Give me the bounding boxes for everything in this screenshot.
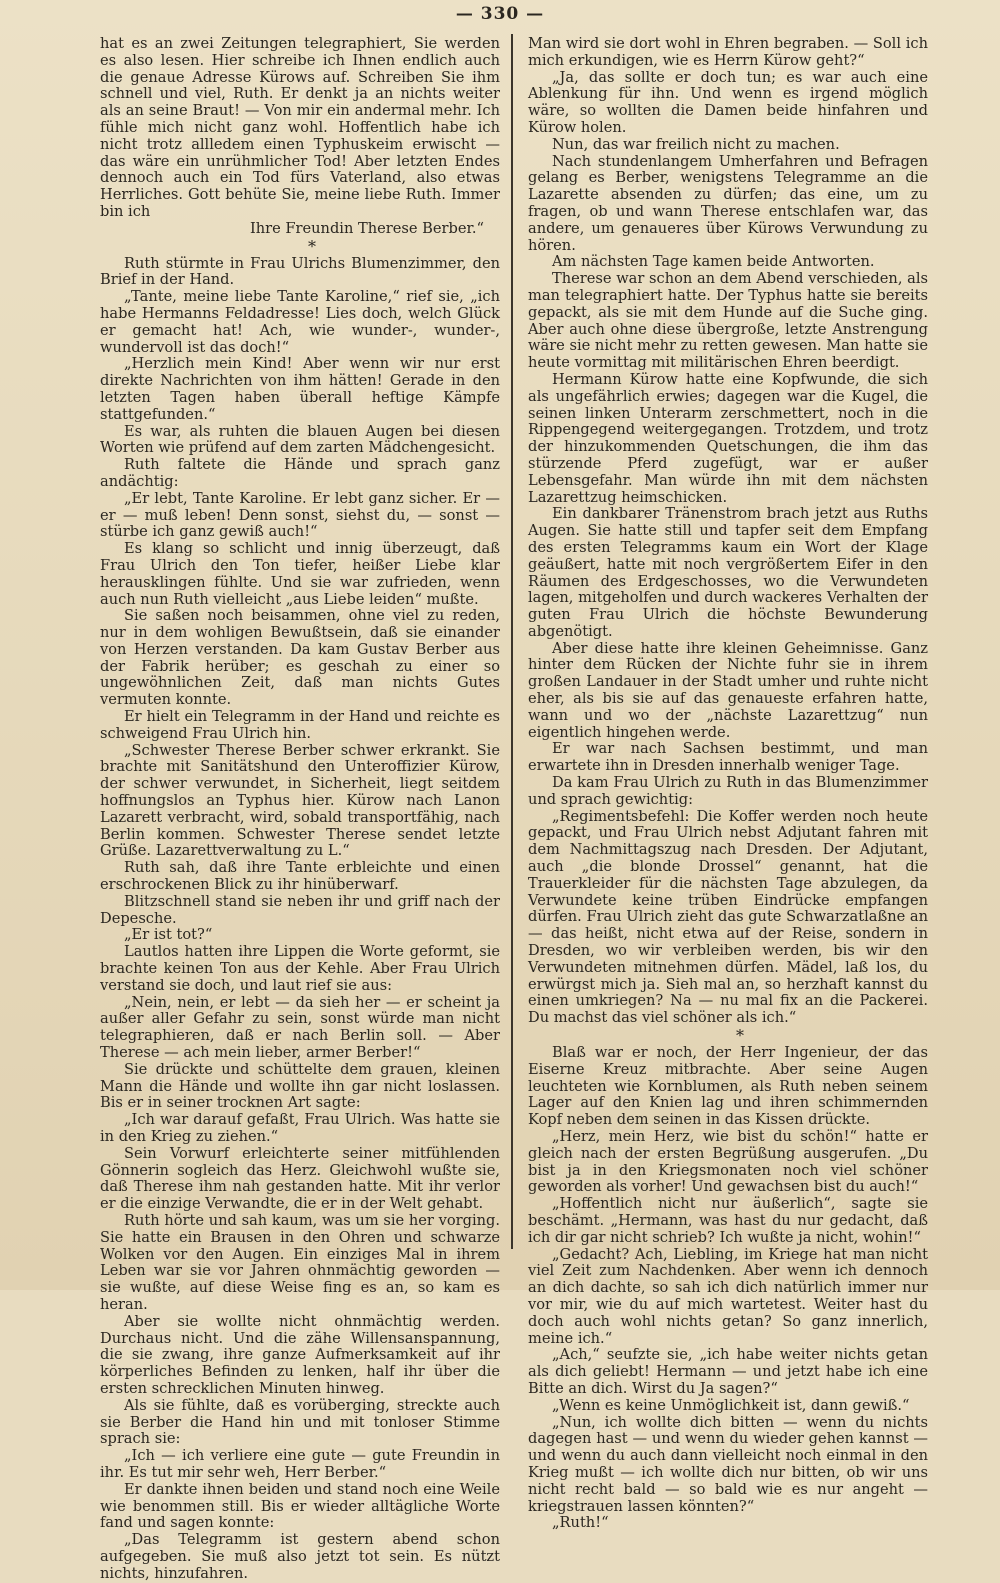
paragraph: „Herzlich mein Kind! Aber wenn wir nur erst direkte Nachrichten von ihm hätten! Gerade in den letzten Tagen haben überall heftige Kämpfe stattgefunden.“ bbox=[100, 355, 500, 423]
paragraph: „Ruth!“ bbox=[552, 1514, 609, 1532]
paragraph: „Ja, das sollte er doch tun; es war auch eine Ablenkung für ihn. Und wenn es irgend möglich wäre, so wollten die Damen beide hinfahren und Kürow holen. bbox=[528, 68, 928, 136]
paragraph: „Ich war darauf gefaßt, Frau Ulrich. Was hatte sie in den Krieg zu ziehen.“ bbox=[100, 1111, 500, 1145]
telegram-text: „Schwester Therese Berber schwer erkrankt. Sie brachte mit Sanitätshund den Unteroffizier Kürow, der schwer verwundet, in Sicherheit, liegt seitdem hoffnungslos an Typhus hier. Kürow nach Lanon Lazarett verbracht, wird, sobald transportfähig, nach Berlin kommen. Schwester Therese sendet letzte Grüße. Lazarettverwaltung zu L.“ bbox=[100, 741, 500, 860]
letter-signature: Ihre Freundin Therese Berber.“ bbox=[250, 219, 484, 237]
paragraph: „Ich — ich verliere eine gute — gute Freundin in ihr. Es tut mir sehr weh, Herr Berber.“ bbox=[100, 1447, 500, 1481]
paragraph: Ein dankbarer Tränenstrom brach jetzt aus Ruths Augen. Sie hatte still und tapfer seit dem Empfang des ersten Telegramms kaum ein Wort der Klage geäußert, hatte mit noch vergrößertem Eifer in den Räumen des Erdgeschosses, wo die Verwundeten lagen, mitgeholfen und durch wackeres Verhalten der guten Frau Ulrich die höchste Bewunderung abgenötigt. bbox=[528, 505, 928, 640]
section-separator: * bbox=[736, 1026, 744, 1046]
paragraph: „Er lebt, Tante Karoline. Er lebt ganz sicher. Er — er — muß leben! Denn sonst, siehst du, — sonst — stürbe ich ganz gewiß auch!“ bbox=[100, 489, 500, 541]
left-column bbox=[100, 36, 500, 1583]
paragraph: „Regimentsbefehl: Die Koffer werden noch heute gepackt, und Frau Ulrich nebst Adjutant fahren mit dem Nachmittagszug nach Dresden. Der Adjutant, auch „die blonde Drossel“ genannt, hat die Trauerkleider für die nächsten Tage abzulegen, da Verwundete keine trüben Eindrücke empfangen dürfen. Frau Ulrich zieht das gute Schwarzatlaßne an — das heißt, nicht etwa auf der Reise, sondern in Dresden, wo wir verbleiben werden, bis wir den Verwundeten mitnehmen dürfen. Mädel, laß los, du erwürgst mich ja. Sieh mal an, so herzhaft kannst du einen umkriegen? Na — nu mal fix an die Packerei. Du machst das viel schöner als ich.“ bbox=[528, 807, 928, 1027]
paragraph: „Nein, nein, er lebt — da sieh her — er scheint ja außer aller Gefahr zu sein, sonst würde man nicht telegraphieren, daß er nach Berlin soll. — Aber Therese — ach mein lieber, armer Berber!“ bbox=[100, 993, 500, 1062]
paragraph: „Tante, meine liebe Tante Karoline,“ rief sie, „ich habe Hermanns Feldadresse! Lies doch, welch Glück er gemacht hat! Ach, wie wunder-, wunder-, wundervoll ist das doch!“ bbox=[100, 288, 500, 356]
paragraph: Er war nach Sachsen bestimmt, und man erwartete ihn in Dresden innerhalb weniger Tage. bbox=[528, 740, 928, 775]
paragraph: Er hielt ein Telegramm in der Hand und reichte es schweigend Frau Ulrich hin. bbox=[100, 708, 500, 742]
paragraph: Man wird sie dort wohl in Ehren begraben. — Soll ich mich erkundigen, wie es Herrn Kürow geht?“ bbox=[528, 35, 928, 69]
paragraph: „Herz, mein Herz, wie bist du schön!“ hatte er gleich nach der ersten Begrüßung ausgerufen. „Du bist ja in den Kriegsmonaten noch viel schöner geworden als vorher! Und gewachsen bist du auch!“ bbox=[528, 1128, 928, 1196]
paragraph: Ruth faltete die Hände und sprach ganz andächtig: bbox=[100, 456, 500, 490]
paragraph: „Nun, ich wollte dich bitten — wenn du nichts dagegen hast — und wenn du wieder gehen kannst — und wenn du auch dann vielleicht noch einmal in den Krieg mußt — ich wollte dich nur bitten, ob wir uns nicht recht bald — so bald wie es nur angeht — kriegstrauen lassen könnten?“ bbox=[528, 1413, 928, 1515]
paragraph: „Das Telegramm ist gestern abend schon aufgegeben. Sie muß also jetzt tot sein. Es nützt nichts, hinzufahren. bbox=[100, 1531, 500, 1582]
paragraph: Aber sie wollte nicht ohnmächtig werden. Durchaus nicht. Und die zähe Willensanspannung, die sie zwang, ihre ganze Aufmerksamkeit auf ihr körperliches Befinden zu lenken, half ihr über die ersten schrecklichen Minuten hinweg. bbox=[100, 1312, 500, 1397]
section-separator: * bbox=[308, 236, 316, 256]
paragraph: Aber diese hatte ihre kleinen Geheimnisse. Ganz hinter dem Rücken der Nichte fuhr sie in ihrem großen Landauer in der Stadt umher und ruhte nicht eher, als bis sie auf das genaueste erfahren hatte, wann und wo der „nächste Lazarettzug“ nun eigentlich hingehen werde. bbox=[528, 639, 928, 741]
paragraph: Sie saßen noch beisammen, ohne viel zu reden, nur in dem wohligen Bewußtsein, daß sie einander von Herzen verstanden. Da kam Gustav Berber aus der Fabrik herüber; es geschah zu einer so ungewöhnlichen Zeit, daß man nichts Gutes vermuten konnte. bbox=[100, 607, 500, 709]
paragraph: „Hoffentlich nicht nur äußerlich“, sagte sie beschämt. „Hermann, was hast du nur gedacht, daß ich dir gar nicht schrieb? Ich wußte ja nicht, wohin!“ bbox=[528, 1195, 928, 1246]
paragraph: „Wenn es keine Unmöglichkeit ist, dann gewiß.“ bbox=[552, 1396, 910, 1414]
paragraph: Therese war schon an dem Abend verschieden, als man telegraphiert hatte. Der Typhus hatte sie bereits gepackt, als sie mit dem Hunde auf die Suche ging. Aber auch ohne diese übergroße, letzte Anstrengung wäre sie nicht mehr zu retten gewesen. Man hatte sie heute vormittag mit militärischen Ehren beerdigt. bbox=[528, 270, 928, 372]
right-column bbox=[528, 36, 928, 1532]
paragraph: Als sie fühlte, daß es vorüberging, streckte auch sie Berber die Hand hin und mit tonloser Stimme sprach sie: bbox=[100, 1396, 500, 1448]
paragraph: „Gedacht? Ach, Liebling, im Kriege hat man nicht viel Zeit zum Nachdenken. Aber wenn ich dennoch an dich dachte, so sah ich dich natürlich immer nur vor mir, wie du auf mich wartetest. Weiter hast du doch auch wohl nichts getan? So ganz innerlich, meine ich.“ bbox=[528, 1245, 928, 1347]
paragraph: Da kam Frau Ulrich zu Ruth in das Blumenzimmer und sprach gewichtig: bbox=[528, 774, 928, 808]
paragraph: Hermann Kürow hatte eine Kopfwunde, die sich als ungefährlich erwies; dagegen war die Kugel, die seinen linken Unterarm zerschmettert, noch in die Rippengegend weitergegangen. Trotzdem, und trotz der hinzukommenden Quetschungen, die ihm das stürzende Pferd zugefügt, war er außer Lebensgefahr. Man würde ihn mit dem nächsten Lazarettzug heimschicken. bbox=[528, 370, 928, 506]
paragraph: „Ach,“ seufzte sie, „ich habe weiter nichts getan als dich geliebt! Hermann — und jetzt habe ich eine Bitte an dich. Wirst du Ja sagen?“ bbox=[528, 1346, 928, 1397]
paragraph: Es war, als ruhten die blauen Augen bei diesen Worten wie prüfend auf dem zarten Mädchengesicht. bbox=[100, 422, 500, 457]
paragraph: „Er ist tot?“ bbox=[124, 926, 213, 944]
column-divider bbox=[511, 34, 513, 1249]
paragraph: Nach stundenlangem Umherfahren und Befragen gelang es Berber, wenigstens Telegramme an die Lazarette absenden zu dürfen; das eine, um zu fragen, ob und wann Therese entschlafen war, das andere, um genaueres über Kürows Verwundung zu hören. bbox=[528, 152, 928, 254]
paragraph: Sie drückte und schüttelte dem grauen, kleinen Mann die Hände und wollte ihn gar nicht loslassen. Bis er in seiner trocknen Art sagte: bbox=[100, 1060, 500, 1112]
paragraph: Er dankte ihnen beiden und stand noch eine Weile wie benommen still. Bis er wieder alltägliche Worte fand und sagen konnte: bbox=[100, 1480, 500, 1532]
page-number: — 330 — bbox=[455, 4, 545, 24]
paragraph: hat es an zwei Zeitungen telegraphiert, Sie werden es also lesen. Hier schreibe ich Ihnen endlich auch die genaue Adresse Kürows auf. Schreiben Sie ihm schnell und viel, Ruth. Er denkt ja an nichts weiter als an seine Braut! — Von mir ein andermal mehr. Ich fühle mich nicht ganz wohl. Hoffentlich habe ich nicht trotz allledem einen Typhuskeim erwischt — das wäre ein unrühmlicher Tod! Aber letzten Endes dennoch auch ein Tod fürs Vaterland, also etwas Herrliches. Gott behüte Sie, meine liebe Ruth. Immer bin ich bbox=[100, 35, 500, 220]
paragraph: Ruth stürmte in Frau Ulrichs Blumenzimmer, den Brief in der Hand. bbox=[100, 254, 500, 289]
paragraph: Am nächsten Tage kamen beide Antworten. bbox=[552, 253, 875, 271]
paragraph: Blaß war er noch, der Herr Ingenieur, der das Eiserne Kreuz mitbrachte. Aber seine Augen leuchteten wie Kornblumen, als Ruth neben seinem Lager auf den Knien lag und ihren schimmernden Kopf neben dem seinen in das Kissen drückte. bbox=[528, 1044, 928, 1129]
paragraph: Sein Vorwurf erleichterte seiner mitfühlenden Gönnerin sogleich das Herz. Gleichwohl wußte sie, daß Therese ihm nah gestanden hatte. Mit ihr verlor er die einzige Verwandte, die er in der Welt gehabt. bbox=[100, 1144, 500, 1213]
paragraph: Lautlos hatten ihre Lippen die Worte geformt, sie brachte keinen Ton aus der Kehle. Aber Frau Ulrich verstand sie doch, und laut rief sie aus: bbox=[100, 943, 500, 994]
paragraph: Ruth sah, daß ihre Tante erbleichte und einen erschrockenen Blick zu ihr hinüberwarf. bbox=[100, 859, 500, 894]
paragraph: Blitzschnell stand sie neben ihr und griff nach der Depesche. bbox=[100, 892, 500, 927]
paragraph: Ruth hörte und sah kaum, was um sie her vorging. Sie hatte ein Brausen in den Ohren und schwarze Wolken vor den Augen. Ein einziges Mal in ihrem Leben war sie vor Jahren ohnmächtig geworden — sie wußte, auf diese Weise fing es an, so kam es heran. bbox=[100, 1211, 500, 1313]
paragraph: Nun, das war freilich nicht zu machen. bbox=[552, 135, 840, 153]
paragraph: Es klang so schlicht und innig überzeugt, daß Frau Ulrich den Ton tiefer, heißer Liebe klar herausklingen fühlte. Und sie war zufrieden, wenn auch nun Ruth vielleicht „aus Liebe leiden“ mußte. bbox=[100, 540, 500, 608]
